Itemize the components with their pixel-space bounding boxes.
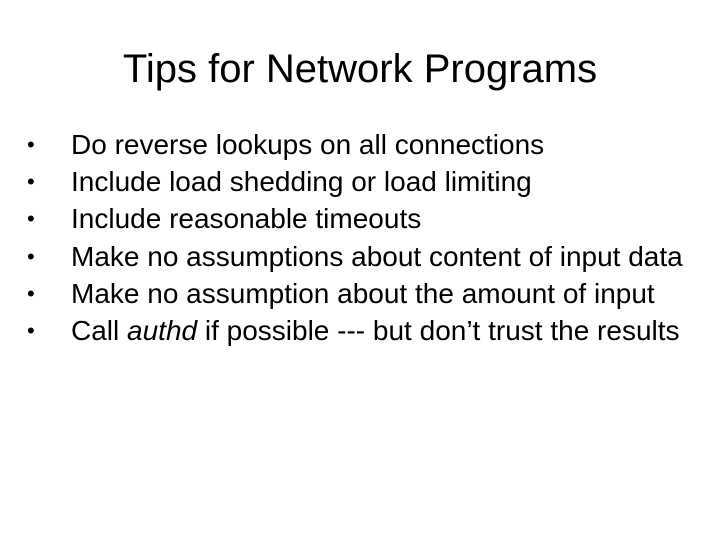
bullet-item: [24, 275, 704, 312]
bullet-icon: •: [27, 206, 35, 232]
bullet-text: Make no assumption about the amount of input: [71, 277, 655, 309]
bullet-item: [24, 312, 704, 349]
bullet-text: Make no assumptions about content of input data: [71, 240, 683, 272]
bullet-list: [24, 126, 704, 349]
bullet-item: [24, 200, 704, 237]
bullet-text-after: if possible --- but don’t trust the results: [197, 315, 680, 347]
bullet-text: Include load shedding or load limiting: [71, 166, 532, 198]
bullet-icon: •: [27, 132, 35, 157]
bullet-text: Do reverse lookups on all connections: [71, 129, 545, 160]
bullet-item: [24, 126, 704, 163]
bullet-item: [24, 238, 704, 275]
slide-title: Tips for Network Programs: [122, 47, 598, 91]
bullet-icon: •: [27, 318, 35, 344]
bullet-icon: •: [27, 169, 35, 195]
bullet-text: [71, 315, 680, 346]
bullet-icon: •: [27, 243, 35, 269]
bullet-text: Include reasonable timeouts: [71, 203, 422, 235]
bullet-text-italic: authd: [127, 315, 198, 347]
bullet-item: [24, 163, 704, 200]
bullet-text-before: Call: [71, 315, 128, 347]
bullet-icon: •: [27, 280, 35, 306]
